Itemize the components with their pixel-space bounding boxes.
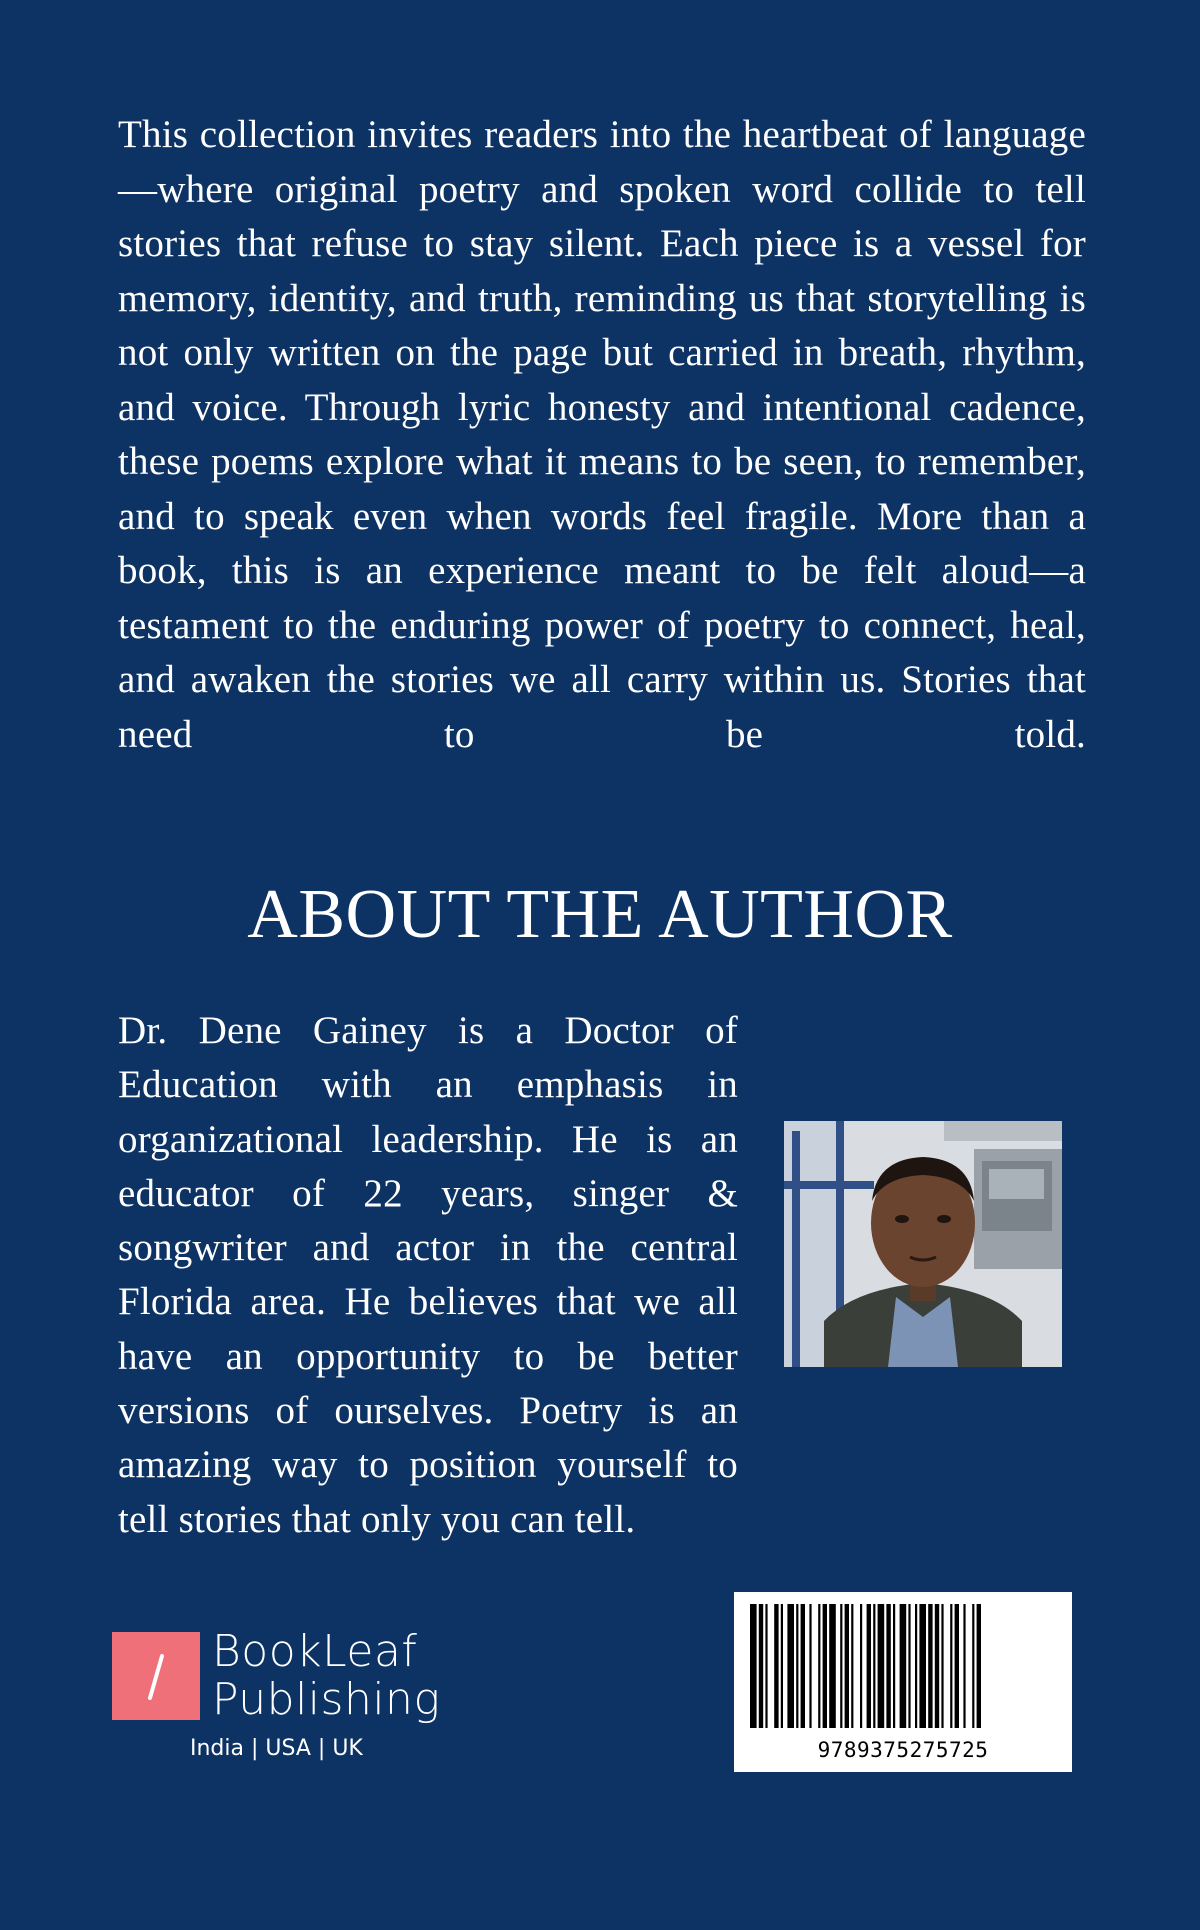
barcode-bar: [759, 1604, 763, 1728]
author-bio: Dr. Dene Gainey is a Doctor of Education with an emphasis in organizational leadership. He is an educator of 22 years, singer & songwriter and actor in the central Florida area. He believes that we all have an opportunity to be better versions of ourselves. Poetry is an amazing way to position yourself to tell stories that only you can tell.: [118, 1009, 738, 1541]
barcode-bar: [750, 1604, 757, 1728]
barcode-bar: [963, 1604, 965, 1728]
publisher-name-line1: BookLeaf: [212, 1626, 418, 1677]
barcode-bar: [908, 1604, 910, 1728]
barcode-bar: [873, 1604, 875, 1728]
barcode-bar: [823, 1604, 827, 1728]
barcode-bar: [977, 1604, 981, 1728]
isbn-number: 9789375275725: [817, 1738, 989, 1762]
barcode-bar: [886, 1604, 890, 1728]
barcode-bar: [801, 1604, 805, 1728]
barcode-bar: [851, 1604, 853, 1728]
barcode-bar: [765, 1604, 767, 1728]
barcode-bar: [818, 1604, 820, 1728]
barcode: [734, 1592, 1072, 1772]
book-blurb: This collection invites readers into the heartbeat of language—where original poetry and spoken word collide to tell stories that refuse to stay silent. Each piece is a vessel for memory, identity, and truth, reminding us that storytelling is not only written on the page but carried in breath, rhythm, and voice. Through lyric honesty and intentional cadence, these poems explore what it means to be seen, to remember, and to speak even when words feel fragile. More than a book, this is an experience meant to be felt aloud—a testament to the enduring power of poetry to connect, heal, and awaken the stories we all carry within us. Stories that need to be told.: [118, 113, 1086, 756]
barcode-bar: [796, 1604, 798, 1728]
publisher-regions: India | USA | UK: [190, 1736, 363, 1761]
slash-logo-icon: [112, 1632, 200, 1720]
barcode-bar: [860, 1604, 862, 1728]
barcode-bar: [867, 1604, 871, 1728]
publisher-name: [212, 1628, 440, 1724]
barcode-bar: [781, 1604, 783, 1728]
about-author-heading: ABOUT THE AUTHOR: [247, 876, 953, 953]
barcode-bar: [787, 1604, 794, 1728]
barcode-bar: [829, 1604, 836, 1728]
barcode-bar: [972, 1604, 974, 1728]
barcode-bar: [878, 1604, 885, 1728]
publisher-logo: [112, 1628, 472, 1768]
barcode-bar: [809, 1604, 811, 1728]
publisher-name-line2: Publishing: [212, 1674, 441, 1725]
barcode-bar: [928, 1604, 932, 1728]
barcode-bar: [955, 1604, 959, 1728]
barcode-bar: [941, 1604, 943, 1728]
barcode-bar: [845, 1604, 849, 1728]
barcode-bar: [950, 1604, 952, 1728]
barcode-bar: [915, 1604, 917, 1728]
author-photo: [784, 1121, 1062, 1367]
barcode-bar: [774, 1604, 778, 1728]
barcode-bar: [840, 1604, 842, 1728]
barcode-bar: [935, 1604, 939, 1728]
barcode-bar: [893, 1604, 895, 1728]
barcode-bar: [900, 1604, 907, 1728]
author-portrait-icon: [784, 1121, 1062, 1367]
barcode-bar: [919, 1604, 926, 1728]
